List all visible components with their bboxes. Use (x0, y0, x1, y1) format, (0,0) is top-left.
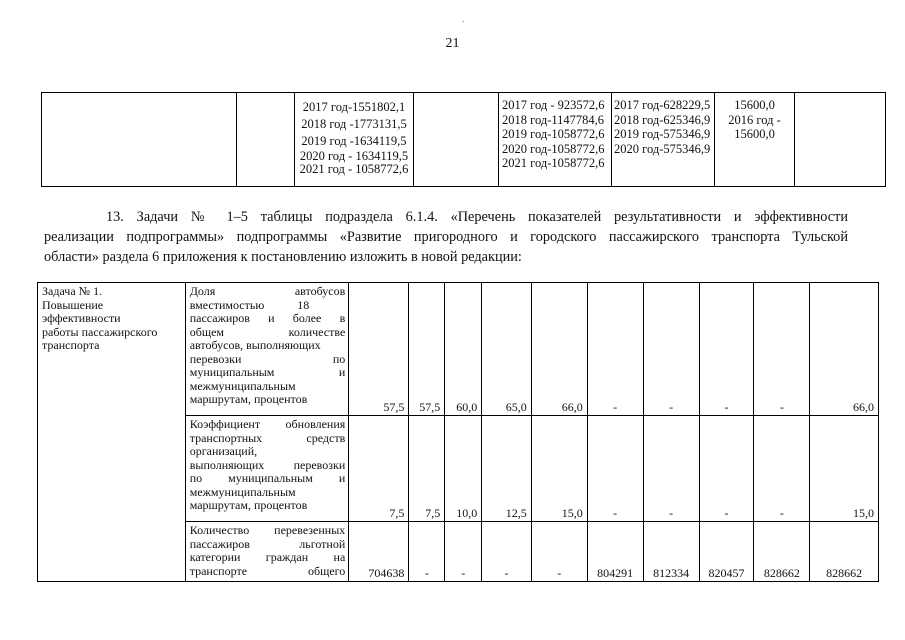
indicator-line: маршрутам, процентов (189, 498, 308, 512)
value-cell: - (643, 416, 699, 522)
value-cell: 57,5 (349, 283, 409, 416)
indicator-line: транспорте общего (189, 563, 346, 578)
task-line: Повышение (42, 297, 104, 312)
funding-a-line: 2019 год -1634119,5 (301, 134, 407, 148)
funding-a-line: 2020 год - 1634119,5 (299, 149, 409, 163)
funding-d-line: 15600,0 (734, 98, 775, 112)
indicator-name-cell (185, 416, 349, 522)
indicator-line: организаций, (189, 444, 258, 458)
value-cell: 12,5 (482, 416, 532, 522)
value-cell: 828662 (810, 522, 879, 582)
indicator-line: пассажиров льготной (189, 536, 346, 551)
funding-c-line: 2018 год-625346,9 (614, 112, 711, 127)
value-cell: - (754, 283, 810, 416)
value-cell: - (754, 416, 810, 522)
top-cell-funding-c (612, 93, 715, 187)
indicator-line: муниципальным и (189, 365, 346, 379)
top-cell-funding-a (295, 93, 414, 187)
paragraph-line: области» раздела 6 приложения к постановлению изложить в новой редакции: (44, 249, 522, 265)
funding-b-line: 2021 год-1058772,6 (502, 156, 605, 170)
indicator-line: Количество перевезенных (189, 523, 346, 537)
top-cell-funding-b (499, 93, 612, 187)
paragraph-line: 13. Задачи № 1–5 таблицы подраздела 6.1.4. «Перечень показателей результативности и эффективности (106, 209, 848, 225)
task-line: работы пассажирского (42, 324, 158, 339)
funding-b-line: 2019 год-1058772,6 (502, 127, 605, 141)
funding-a-line: 2017 год-1551802,1 (302, 100, 406, 114)
indicator-name-cell (185, 283, 349, 416)
indicator-line: Доля автобусов (189, 284, 346, 298)
value-cell: - (699, 283, 754, 416)
indicator-line: межмуниципальным (189, 484, 296, 499)
task-line: эффективности (42, 311, 121, 325)
top-cell-2 (237, 93, 295, 187)
value-cell: 828662 (754, 522, 810, 582)
funding-b-line: 2020 год-1058772,6 (502, 141, 605, 156)
value-cell: - (482, 522, 532, 582)
value-cell: - (409, 522, 445, 582)
funding-d-line: 15600,0 (734, 127, 775, 141)
indicator-line: вместимостью 18 (189, 297, 310, 312)
value-cell: - (531, 522, 587, 582)
value-cell: 57,5 (409, 283, 445, 416)
top-cell-funding-d (715, 93, 795, 187)
indicator-line: Коэффициент обновления (189, 417, 346, 431)
value-cell: 704638 (349, 522, 409, 582)
indicator-line: общем количестве (189, 324, 346, 339)
funding-a-line: 2018 год -1773131,5 (301, 117, 407, 131)
top-cell-4 (414, 93, 499, 187)
task-cell (38, 283, 186, 582)
value-cell: 15,0 (531, 416, 587, 522)
funding-b-line: 2018 год-1147784,6 (502, 112, 605, 127)
value-cell: 66,0 (810, 283, 879, 416)
value-cell: - (643, 283, 699, 416)
indicator-line: перевозки по (189, 351, 346, 366)
value-cell: 10,0 (445, 416, 482, 522)
indicator-line: транспортных средств (189, 430, 346, 445)
indicator-line: пассажиров и более в (189, 311, 346, 325)
value-cell: - (587, 416, 643, 522)
amendment-paragraph (44, 207, 848, 267)
funding-b-line: 2017 год - 923572,6 (502, 98, 605, 112)
indicator-line: по муниципальным и (189, 471, 346, 485)
indicator-line: маршрутам, процентов (189, 392, 308, 406)
value-cell: 15,0 (810, 416, 879, 522)
indicators-table (37, 282, 879, 582)
indicator-line: выполняющих перевозки (189, 457, 346, 472)
value-cell: 820457 (699, 522, 754, 582)
task-line: транспорта (42, 338, 100, 352)
value-cell: 7,5 (349, 416, 409, 522)
table-row (38, 283, 879, 416)
indicator-line: категории граждан на (189, 550, 346, 564)
value-cell: - (699, 416, 754, 522)
indicator-line: межмуниципальным (189, 378, 296, 393)
funding-a-line: 2021 год - 1058772,6 (299, 162, 409, 176)
funding-c-line: 2020 год-575346,9 (614, 141, 711, 156)
scan-speck: . (462, 14, 465, 25)
value-cell: 66,0 (531, 283, 587, 416)
indicator-line: автобусов, выполняющих (189, 338, 321, 352)
value-cell: 65,0 (482, 283, 532, 416)
task-line: Задача № 1. (42, 284, 103, 298)
paragraph-line: реализации подпрограммы» подпрограммы «Развитие пригородного и городского пассажирского транспорта Тульской (44, 229, 848, 245)
value-cell: - (587, 283, 643, 416)
funding-d-line: 2016 год - (728, 112, 781, 127)
top-cell-8 (795, 93, 886, 187)
funding-c-line: 2019 год-575346,9 (614, 127, 711, 141)
value-cell: 812334 (643, 522, 699, 582)
value-cell: 60,0 (445, 283, 482, 416)
indicator-name-cell (185, 522, 349, 582)
value-cell: - (445, 522, 482, 582)
value-cell: 804291 (587, 522, 643, 582)
value-cell: 7,5 (409, 416, 445, 522)
continuation-table (41, 92, 886, 187)
top-cell-1 (42, 93, 237, 187)
funding-c-line: 2017 год-628229,5 (614, 98, 711, 112)
page-number: 21 (445, 36, 460, 51)
